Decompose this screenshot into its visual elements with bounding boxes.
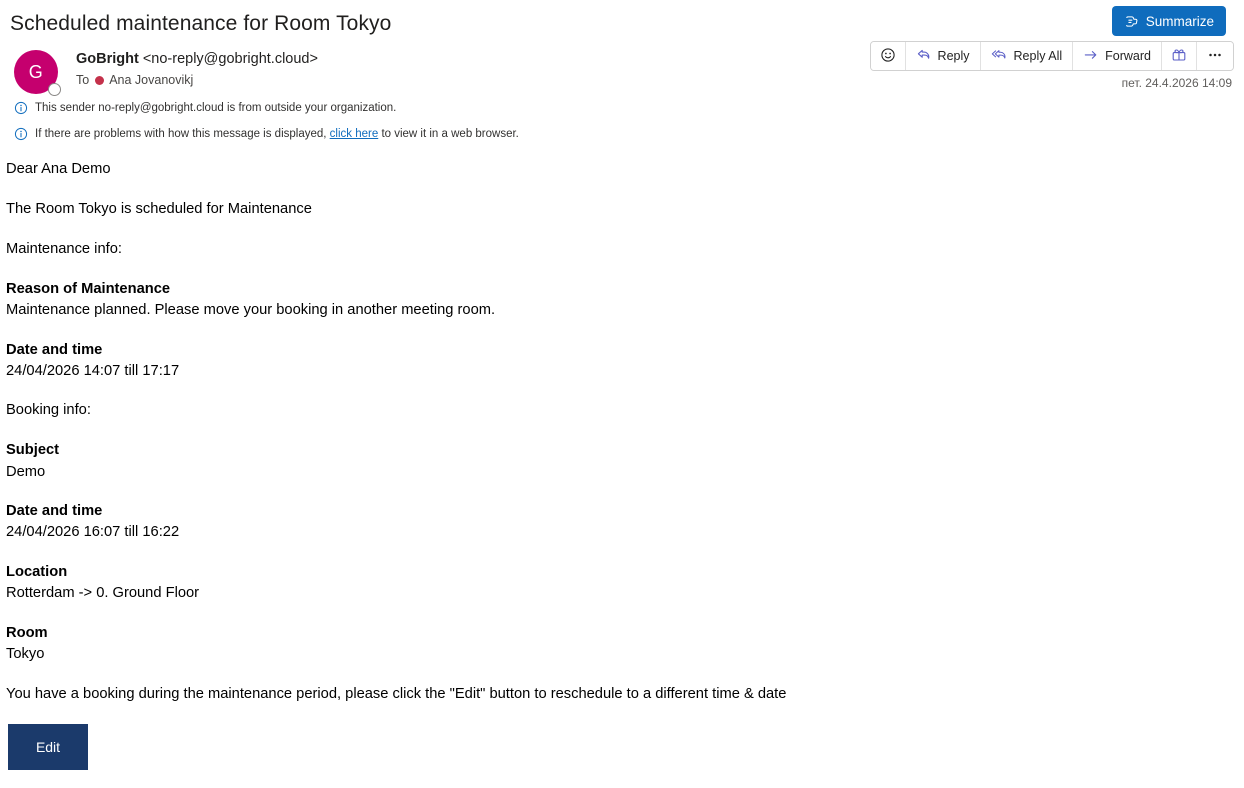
ellipsis-icon bbox=[1206, 47, 1224, 66]
sender-info bbox=[76, 44, 318, 87]
booking-subject-value: Demo bbox=[6, 463, 46, 480]
summarize-button[interactable] bbox=[1112, 6, 1226, 36]
more-actions-button[interactable] bbox=[1197, 42, 1233, 70]
avatar-initial: G bbox=[14, 50, 58, 94]
forward-button[interactable] bbox=[1073, 42, 1162, 70]
maintenance-datetime-block bbox=[6, 341, 1230, 382]
presence-busy-icon bbox=[95, 76, 104, 85]
web-view-notice bbox=[14, 126, 1244, 146]
web-view-link[interactable]: click here bbox=[329, 128, 379, 140]
room-heading: Room bbox=[6, 624, 48, 641]
apps-icon bbox=[1171, 47, 1187, 66]
message-action-bar bbox=[870, 41, 1234, 71]
reply-all-button[interactable] bbox=[981, 42, 1074, 70]
external-sender-notice bbox=[14, 100, 1244, 120]
booking-subject-heading: Subject bbox=[6, 442, 60, 459]
sender-line bbox=[76, 50, 318, 69]
reason-value: Maintenance planned. Please move your booking in another meeting room. bbox=[6, 302, 496, 319]
booking-info-label: Booking info: bbox=[6, 402, 91, 419]
message-timestamp: пет. 24.4.2026 14:09 bbox=[1121, 76, 1232, 90]
summarize-label: Summarize bbox=[1145, 13, 1214, 29]
reply-all-label: Reply All bbox=[1013, 49, 1063, 63]
subject-row bbox=[0, 0, 1244, 38]
emoji-icon bbox=[880, 47, 896, 66]
presence-offline-icon bbox=[48, 83, 61, 96]
notice-bars bbox=[0, 94, 1244, 146]
location-heading: Location bbox=[6, 563, 68, 580]
reason-heading: Reason of Maintenance bbox=[6, 280, 171, 297]
booking-datetime-value: 24/04/2026 16:07 till 16:22 bbox=[6, 524, 180, 541]
intro-text: The Room Tokyo is scheduled for Maintenance bbox=[6, 200, 312, 217]
room-block bbox=[6, 624, 1230, 665]
reply-all-icon bbox=[991, 47, 1008, 66]
message-body bbox=[0, 152, 1244, 770]
closing-text: You have a booking during the maintenance period, please click the "Edit" button to reschedule to a different time & date bbox=[6, 685, 787, 702]
recipients-line bbox=[76, 73, 318, 87]
edit-button[interactable]: Edit bbox=[8, 724, 88, 770]
message-header bbox=[0, 0, 1244, 94]
web-view-text-after: to view it in a web browser. bbox=[378, 128, 519, 140]
booking-datetime-heading: Date and time bbox=[6, 503, 103, 520]
copilot-icon bbox=[1124, 14, 1139, 29]
react-emoji-button[interactable] bbox=[871, 42, 906, 70]
to-label: To bbox=[76, 73, 90, 87]
apps-button[interactable] bbox=[1162, 42, 1197, 70]
forward-icon bbox=[1083, 47, 1099, 66]
sender-email[interactable]: <no-reply@gobright.cloud> bbox=[142, 51, 318, 67]
reason-block bbox=[6, 280, 1230, 321]
room-value: Tokyo bbox=[6, 646, 45, 663]
booking-datetime-block bbox=[6, 502, 1230, 543]
forward-label: Forward bbox=[1105, 49, 1151, 63]
sender-name[interactable]: GoBright bbox=[76, 51, 139, 67]
maintenance-datetime-heading: Date and time bbox=[6, 341, 103, 358]
web-view-text-before: If there are problems with how this message is displayed, bbox=[35, 128, 330, 140]
location-value: Rotterdam -> 0. Ground Floor bbox=[6, 585, 200, 602]
page-title: Scheduled maintenance for Room Tokyo bbox=[10, 12, 392, 35]
external-sender-text: This sender no-reply@gobright.cloud is from outside your organization. bbox=[35, 102, 397, 114]
avatar[interactable] bbox=[14, 50, 58, 94]
info-icon bbox=[14, 101, 28, 120]
web-view-text bbox=[35, 126, 519, 142]
info-icon bbox=[14, 127, 28, 146]
greeting: Dear Ana Demo bbox=[6, 161, 111, 177]
location-block bbox=[6, 563, 1230, 604]
reply-icon bbox=[916, 47, 932, 66]
reply-label: Reply bbox=[937, 49, 970, 63]
maintenance-info-label: Maintenance info: bbox=[6, 240, 122, 257]
recipient-name: Ana Jovanovikj bbox=[109, 73, 194, 87]
maintenance-datetime-value: 24/04/2026 14:07 till 17:17 bbox=[6, 362, 180, 379]
recipient-chip[interactable] bbox=[95, 73, 193, 87]
reply-button[interactable] bbox=[906, 42, 981, 70]
booking-subject-block bbox=[6, 441, 1230, 482]
